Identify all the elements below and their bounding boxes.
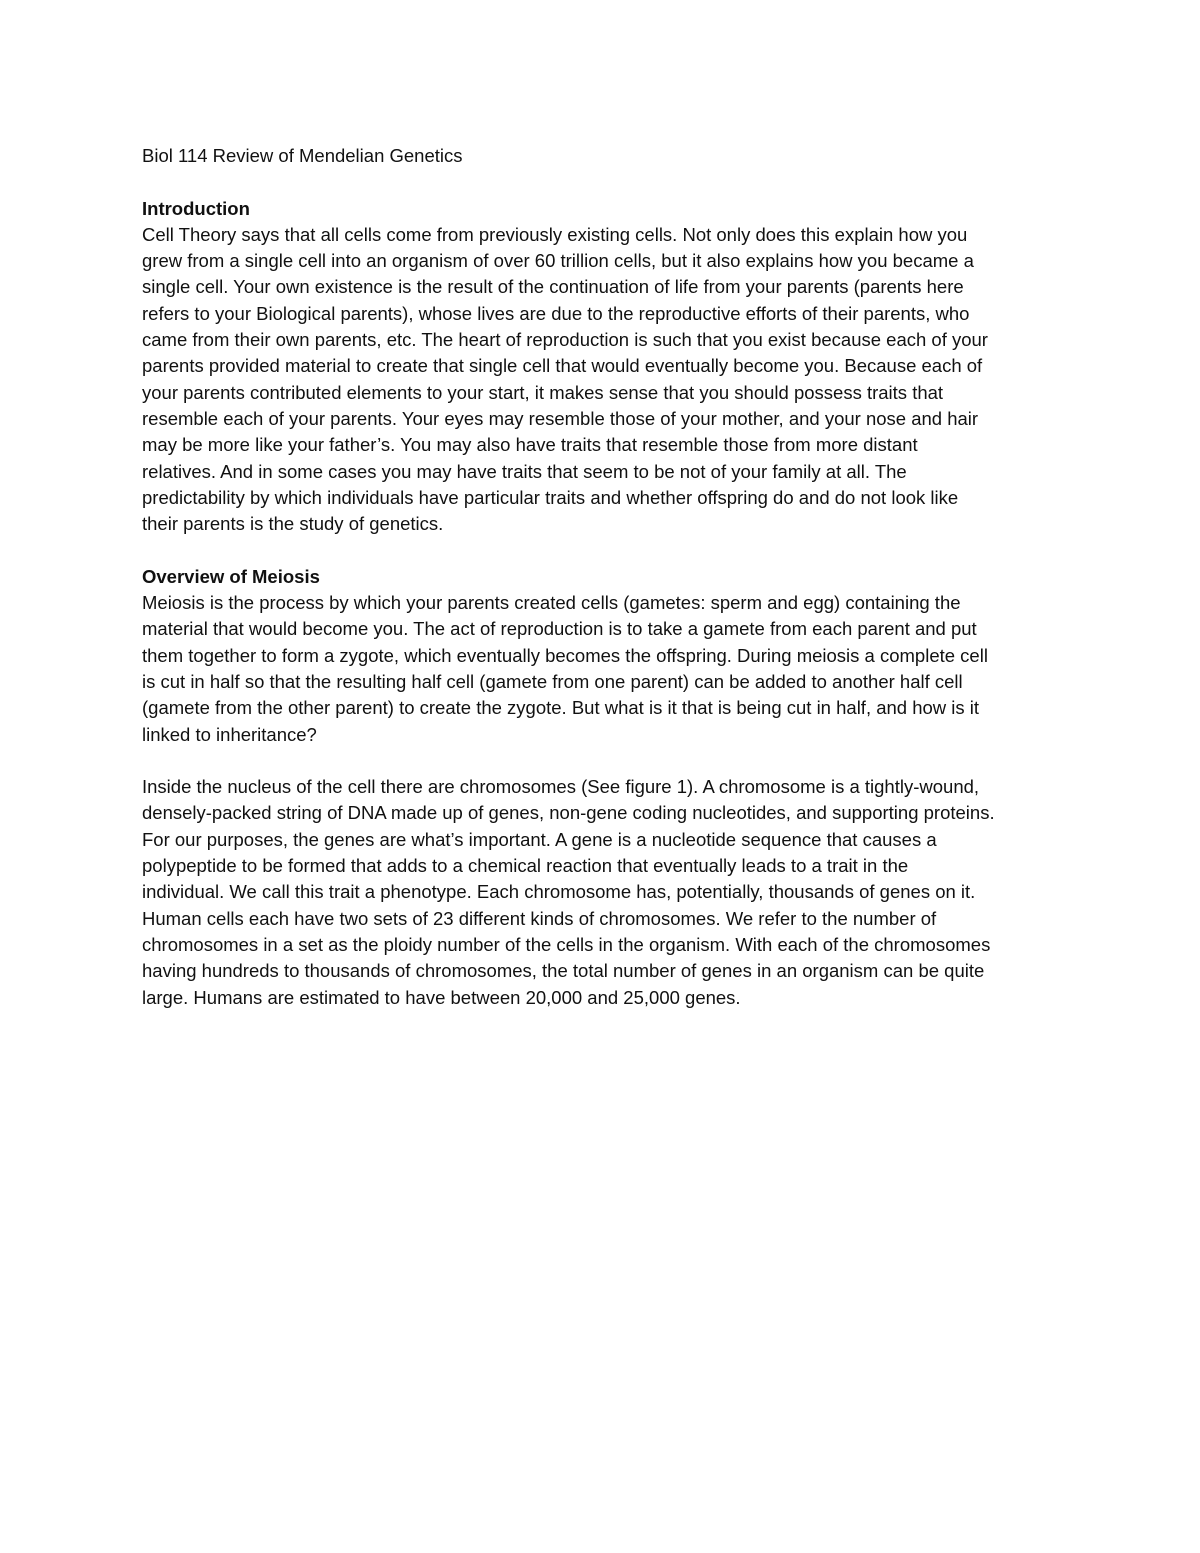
paragraph-line: relatives. And in some cases you may have traits that seem to be not of your family at all. The xyxy=(142,460,907,482)
spacer xyxy=(142,169,1062,195)
paragraph-line: single cell. Your own existence is the result of the continuation of life from your parents (parents here xyxy=(142,276,964,298)
paragraph-line: resemble each of your parents. Your eyes may resemble those of your mother, and your nose and hair xyxy=(142,407,979,429)
paragraph-line: predictability by which individuals have particular traits and whether offspring do and do not look like xyxy=(142,486,959,508)
paragraph-line: is cut in half so that the resulting half cell (gamete from one parent) can be added to another half cell xyxy=(142,670,963,692)
paragraph-line: linked to inheritance? xyxy=(142,723,317,745)
paragraph-line: individual. We call this trait a phenotype. Each chromosome has, potentially, thousands of genes on it. xyxy=(142,881,976,903)
paragraph-line: their parents is the study of genetics. xyxy=(142,513,444,535)
paragraph-line: came from their own parents, etc. The heart of reproduction is such that you exist because each of your xyxy=(142,329,988,351)
spacer xyxy=(142,748,1062,774)
paragraph-line: (gamete from the other parent) to create the zygote. But what is it that is being cut in half, and how is it xyxy=(142,697,980,719)
paragraph-line: material that would become you. The act of reproduction is to take a gamete from each parent and put xyxy=(142,618,977,640)
section-heading-meiosis: Overview of Meiosis xyxy=(142,565,320,587)
paragraph-line: For our purposes, the genes are what’s important. A gene is a nucleotide sequence that causes a xyxy=(142,828,937,850)
paragraph-line: Inside the nucleus of the cell there are chromosomes (See figure 1). A chromosome is a tightly-wound, xyxy=(142,776,980,798)
document-title: Biol 114 Review of Mendelian Genetics xyxy=(142,145,463,166)
paragraph-line: parents provided material to create that single cell that would eventually become you. Because each of xyxy=(142,355,983,377)
paragraph-line: having hundreds to thousands of chromosomes, the total number of genes in an organism can be quite xyxy=(142,960,985,982)
paragraph-line: Cell Theory says that all cells come from previously existing cells. Not only does this explain how you xyxy=(142,223,968,245)
paragraph-line: densely-packed string of DNA made up of genes, non-gene coding nucleotides, and supporting proteins. xyxy=(142,802,995,824)
document-body xyxy=(142,143,1062,1011)
paragraph-line: refers to your Biological parents), whose lives are due to the reproductive efforts of their parents, who xyxy=(142,302,970,324)
paragraph-line: chromosomes in a set as the ploidy number of the cells in the organism. With each of the chromosomes xyxy=(142,933,991,955)
section-heading-introduction: Introduction xyxy=(142,197,250,219)
paragraph-line: large. Humans are estimated to have between 20,000 and 25,000 genes. xyxy=(142,986,741,1008)
paragraph-line: polypeptide to be formed that adds to a chemical reaction that eventually leads to a trait in the xyxy=(142,855,909,877)
spacer xyxy=(142,537,1062,563)
paragraph-line: Human cells each have two sets of 23 different kinds of chromosomes. We refer to the number of xyxy=(142,907,937,929)
paragraph-line: grew from a single cell into an organism of over 60 trillion cells, but it also explains how you became a xyxy=(142,250,974,272)
paragraph-line: your parents contributed elements to your start, it makes sense that you should possess traits that xyxy=(142,381,944,403)
paragraph-line: Meiosis is the process by which your parents created cells (gametes: sperm and egg) containing the xyxy=(142,592,961,614)
paragraph-line: them together to form a zygote, which eventually becomes the offspring. During meiosis a complete cell xyxy=(142,644,988,666)
paragraph-line: may be more like your father’s. You may also have traits that resemble those from more distant xyxy=(142,434,918,456)
